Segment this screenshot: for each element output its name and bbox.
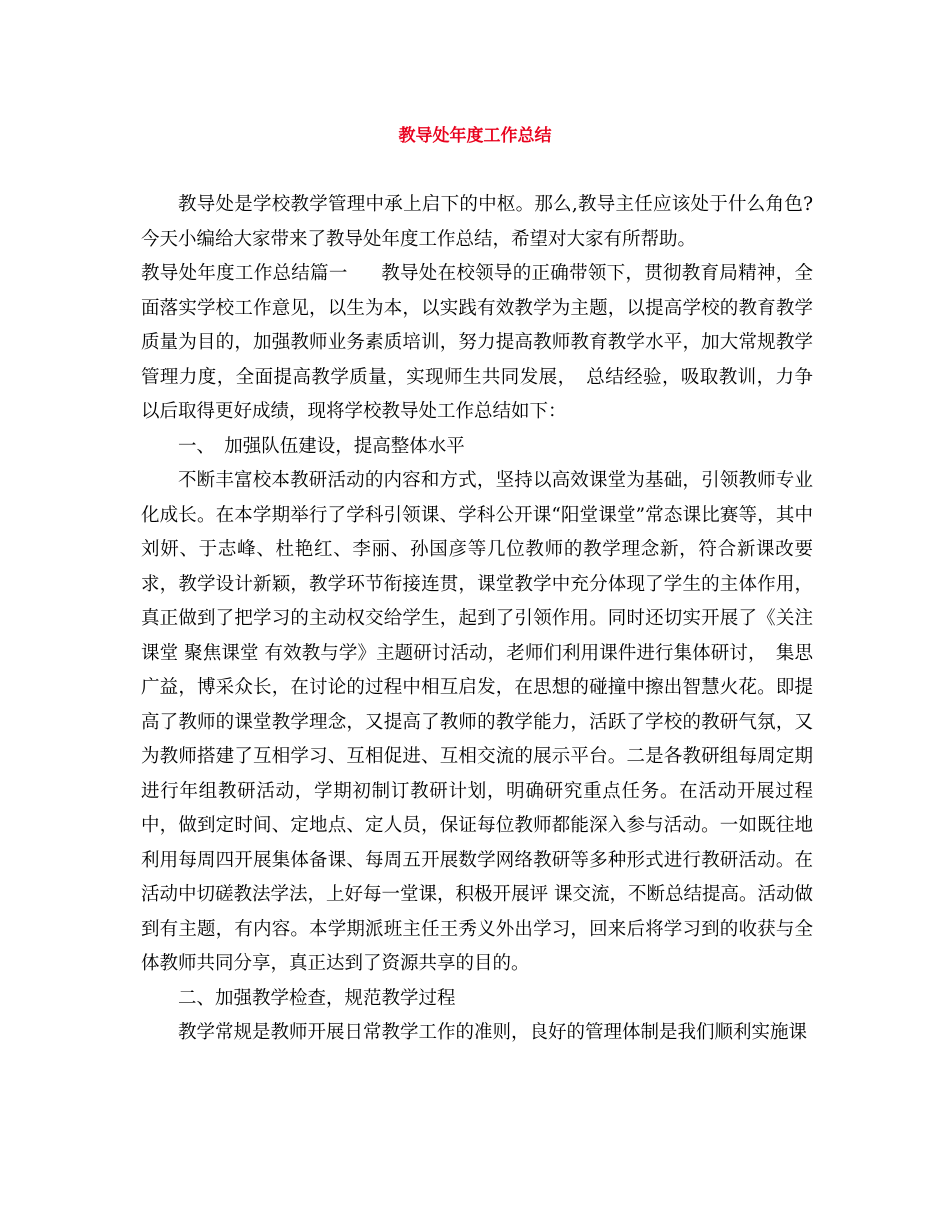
paragraph-1-tail: 集思广益，博采众长，在讨论的过程中相互启发，在思想的碰撞中擦出智慧火花。即提高了教师的课堂教学理念，又提高了教师的教学能力，活跃了学校的教研气氛，又为教师搭建了互相学习、互相促进、互相交流的展示平台。二是各教研组每周定期进行年组教研活动，学期初制订教研计划，明确研究重点任务。在活动开展过程中，做到定时间、定地点、定人员，保证每位教师都能深入参与活动。一如既往地利用每周四开展集体备课、每周五开展数学网络教研等多种形式进行教研活动。在活动中切磋教法学法，上好每一堂课，积极开展评 课交流，不断总结提高。活动做到有主题，有内容。本学期派班主任王秀义外出学习，回来后将学习到的收获与全体教师共同分享，真正达到了资源共享的目的。 [141,642,813,974]
intro-paragraph: 教导处是学校教学管理中承上启下的中枢。那么,教导主任应该处于什么角色?今天小编给大家带来了教导处年度工作总结，希望对大家有所帮助。 [141,194,813,250]
document-title: 教导处年度工作总结 [398,126,552,146]
document-body [141,188,813,1051]
heading-1-number: 一、 [178,435,216,457]
section-lead-tail: 总结经验，吸取教训，力争以后取得更好成绩，现将学校教导处工作总结如下： [141,366,813,422]
paragraph-2: 教学常规是教师开展日常教学工作的准则，良好的管理体制是我们顺利实施课 [178,1022,808,1043]
paragraph-1 [141,464,813,982]
heading-2: 二、加强教学检查，规范教学过程 [178,987,456,1009]
paragraph-1-lead: 不断丰富校本教研活动的内容和方式，坚持以高效课堂为基础，引领教师专业化成长。在本学期举行了学科引领课、学科公开课“阳堂课堂”常态课比赛等，其中刘妍、于志峰、杜艳红、李丽、孙国彦等几位教师的教学理念新，符合新课改要求，教学设计新颖，教学环节衔接连贯，课堂教学中充分体现了学生的主体作用，真正做到了把学习的主动权交给学生，起到了引领作用。同时还切实开展了《关注课堂 聚焦课堂 有效教与学》主题研讨活动，老师们利用课件进行集体研讨， [141,470,813,664]
section-lead: 教导处在校领导的正确带领下，贯彻教育局精神，全面落实学校工作意见，以生为本，以实践有效教学为主题，以提高学校的教育教学质量为目的，加强教师业务素质培训，努力提高教师教育教学水平，加大常规教学管理力度，全面提高教学质量，实现师生共同发展， [141,263,813,388]
heading-1-text: 加强队伍建设，提高整体水平 [224,435,465,457]
section-paragraph [141,257,813,430]
section-label: 教导处年度工作总结篇一 [141,263,348,284]
heading-1 [141,430,813,465]
